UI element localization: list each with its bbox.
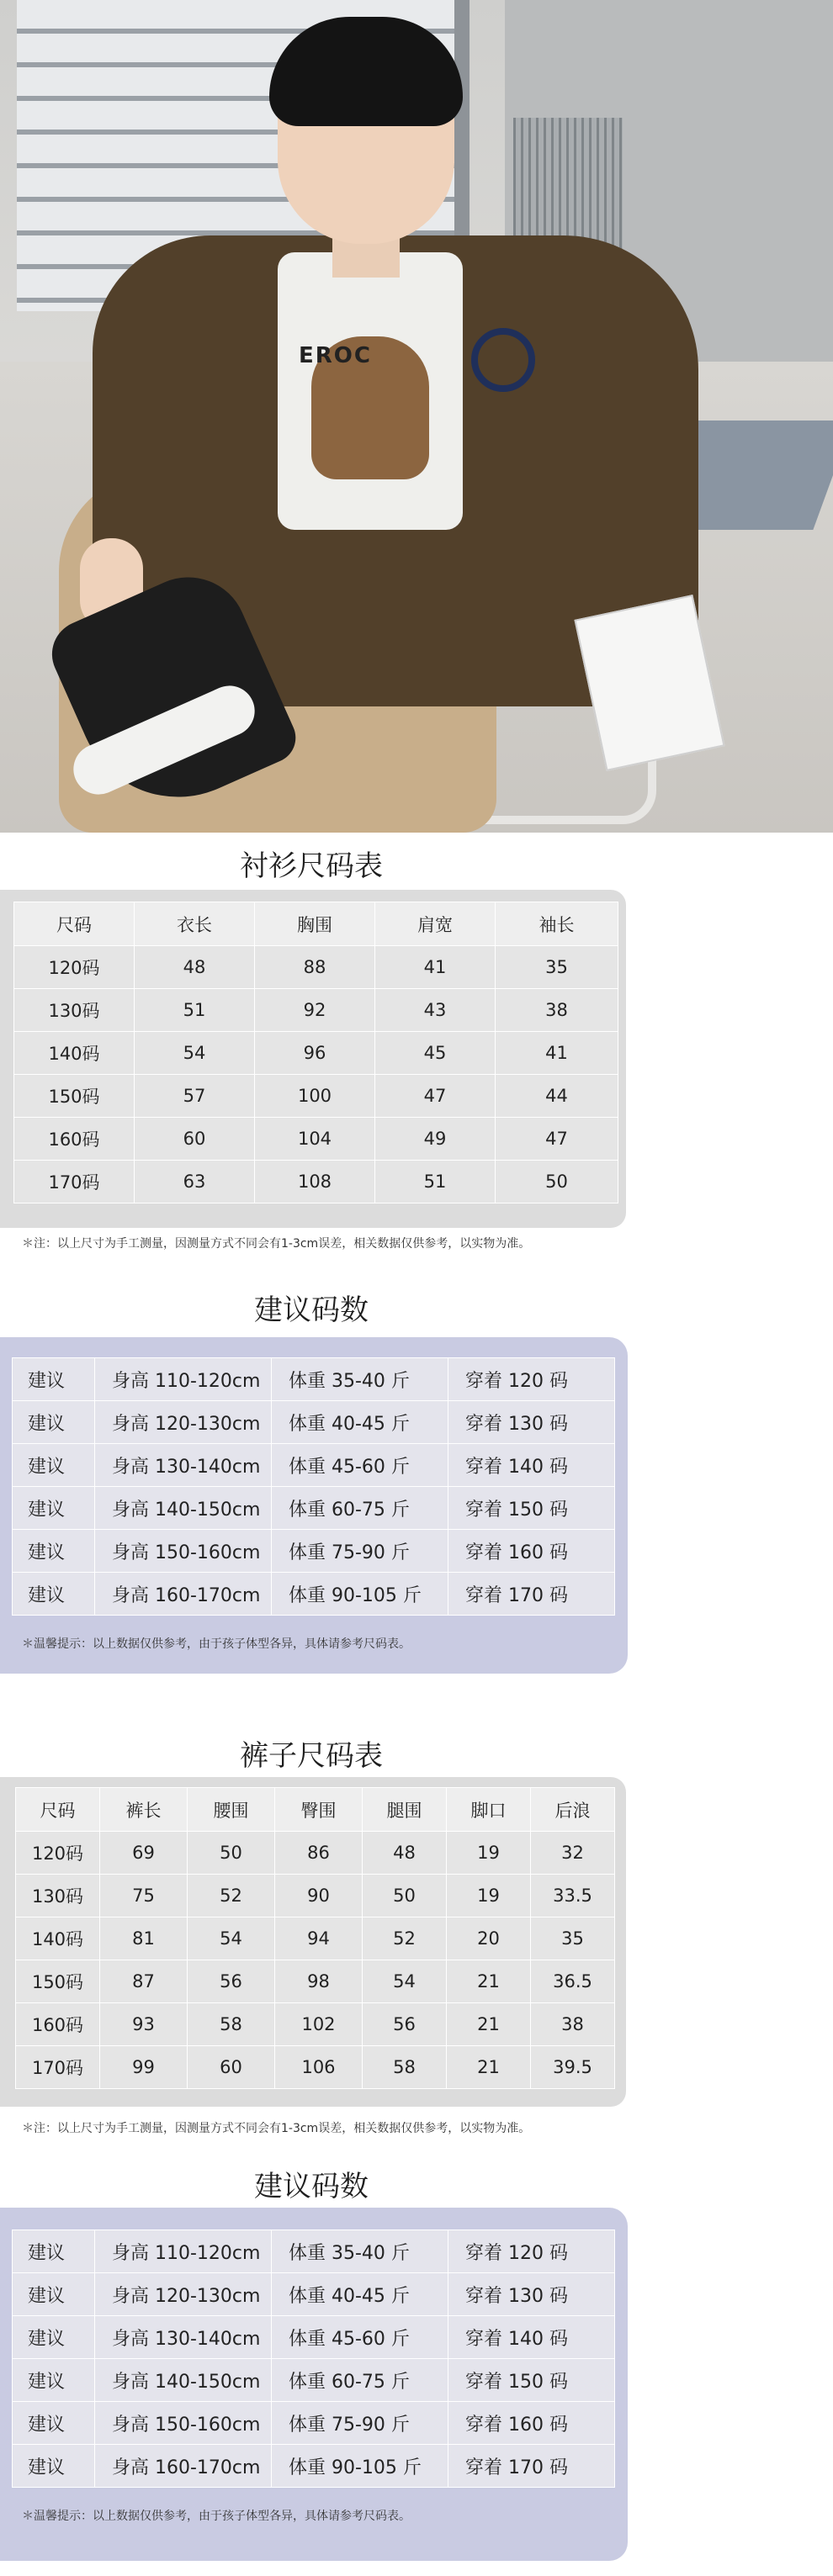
- header-cell: 脚口: [447, 1788, 531, 1832]
- value-cell: 69: [100, 1832, 188, 1875]
- table-row: [13, 2359, 615, 2402]
- table-row: [14, 946, 618, 989]
- value-cell: 56: [188, 1960, 275, 2003]
- value-cell: 86: [275, 1832, 363, 1875]
- value-cell: 51: [135, 989, 255, 1032]
- height-cell: 身高 140-150cm: [95, 2359, 272, 2402]
- weight-cell: 体重 45-60 斤: [272, 1444, 448, 1487]
- pants-chart-title: 裤子尺码表: [240, 1739, 383, 1773]
- weight-cell: 体重 40-45 斤: [272, 2273, 448, 2316]
- height-cell: 身高 120-130cm: [95, 1401, 272, 1444]
- table-row: [13, 1358, 615, 1401]
- size-cell: 穿着 150 码: [448, 1487, 615, 1530]
- height-cell: 身高 140-150cm: [95, 1487, 272, 1530]
- size-cell: 130码: [16, 1875, 100, 1917]
- value-cell: 98: [275, 1960, 363, 2003]
- weight-cell: 体重 40-45 斤: [272, 1401, 448, 1444]
- value-cell: 47: [375, 1075, 496, 1118]
- table-row: [16, 1832, 615, 1875]
- recommend-label: 建议: [13, 2445, 95, 2488]
- value-cell: 60: [188, 2046, 275, 2089]
- value-cell: 21: [447, 2046, 531, 2089]
- pants-chart-frame: [0, 1777, 626, 2107]
- size-cell: 穿着 140 码: [448, 2316, 615, 2359]
- recommend-title: 建议码数: [254, 2170, 369, 2203]
- table-row: [13, 1401, 615, 1444]
- height-cell: 身高 150-160cm: [95, 2402, 272, 2445]
- height-cell: 身高 160-170cm: [95, 2445, 272, 2488]
- recommend-title: 建议码数: [254, 1293, 369, 1327]
- table-row: [16, 1875, 615, 1917]
- header-cell: 臀围: [275, 1788, 363, 1832]
- size-cell: 130码: [14, 989, 135, 1032]
- value-cell: 38: [496, 989, 618, 1032]
- table-header-row: [14, 902, 618, 946]
- header-cell: 胸围: [255, 902, 375, 946]
- header-cell: 后浪: [531, 1788, 615, 1832]
- value-cell: 81: [100, 1917, 188, 1960]
- recommend-label: 建议: [13, 1487, 95, 1530]
- table-row: [14, 989, 618, 1032]
- size-cell: 穿着 120 码: [448, 2230, 615, 2273]
- table-row: [13, 2445, 615, 2488]
- pants-size-table: [15, 1787, 615, 2089]
- value-cell: 52: [363, 1917, 447, 1960]
- value-cell: 47: [496, 1118, 618, 1161]
- table-row: [13, 2316, 615, 2359]
- size-cell: 160码: [14, 1118, 135, 1161]
- weight-cell: 体重 60-75 斤: [272, 2359, 448, 2402]
- header-cell: 腿围: [363, 1788, 447, 1832]
- table-row: [13, 2402, 615, 2445]
- recommend-label: 建议: [13, 2273, 95, 2316]
- weight-cell: 体重 75-90 斤: [272, 2402, 448, 2445]
- value-cell: 41: [375, 946, 496, 989]
- value-cell: 48: [135, 946, 255, 989]
- value-cell: 58: [363, 2046, 447, 2089]
- shirt-chart-note: ＊注：以上尺寸为手工测量，因测量方式不同会有1-3cm误差，相关数据仅供参考，以实物为准。: [22, 1237, 531, 1251]
- header-cell: 尺码: [16, 1788, 100, 1832]
- value-cell: 48: [363, 1832, 447, 1875]
- value-cell: 44: [496, 1075, 618, 1118]
- value-cell: 92: [255, 989, 375, 1032]
- size-cell: 170码: [14, 1161, 135, 1203]
- weight-cell: 体重 90-105 斤: [272, 2445, 448, 2488]
- value-cell: 50: [496, 1161, 618, 1203]
- height-cell: 身高 160-170cm: [95, 1573, 272, 1616]
- table-row: [13, 2273, 615, 2316]
- weight-cell: 体重 35-40 斤: [272, 1358, 448, 1401]
- size-cell: 穿着 130 码: [448, 2273, 615, 2316]
- tee-print-text: EROC: [299, 343, 372, 368]
- value-cell: 38: [531, 2003, 615, 2046]
- weight-cell: 体重 35-40 斤: [272, 2230, 448, 2273]
- value-cell: 63: [135, 1161, 255, 1203]
- recommend-label: 建议: [13, 2359, 95, 2402]
- value-cell: 33.5: [531, 1875, 615, 1917]
- product-photo: [0, 0, 833, 833]
- value-cell: 41: [496, 1032, 618, 1075]
- weight-cell: 体重 90-105 斤: [272, 1573, 448, 1616]
- table-row: [16, 1960, 615, 2003]
- recommend-label: 建议: [13, 1358, 95, 1401]
- value-cell: 51: [375, 1161, 496, 1203]
- value-cell: 90: [275, 1875, 363, 1917]
- table-row: [13, 1444, 615, 1487]
- height-cell: 身高 110-120cm: [95, 2230, 272, 2273]
- value-cell: 54: [188, 1917, 275, 1960]
- header-cell: 肩宽: [375, 902, 496, 946]
- table-row: [13, 1487, 615, 1530]
- table-row: [16, 2003, 615, 2046]
- pants-chart-note: ＊注：以上尺寸为手工测量，因测量方式不同会有1-3cm误差，相关数据仅供参考，以实物为准。: [22, 2122, 531, 2135]
- weight-cell: 体重 75-90 斤: [272, 1530, 448, 1573]
- weight-cell: 体重 45-60 斤: [272, 2316, 448, 2359]
- height-cell: 身高 120-130cm: [95, 2273, 272, 2316]
- size-cell: 140码: [16, 1917, 100, 1960]
- header-cell: 裤长: [100, 1788, 188, 1832]
- value-cell: 45: [375, 1032, 496, 1075]
- recommend-label: 建议: [13, 2230, 95, 2273]
- recommend-table: [12, 1357, 615, 1616]
- header-cell: 尺码: [14, 902, 135, 946]
- value-cell: 35: [496, 946, 618, 989]
- value-cell: 36.5: [531, 1960, 615, 2003]
- height-cell: 身高 150-160cm: [95, 1530, 272, 1573]
- value-cell: 50: [363, 1875, 447, 1917]
- header-cell: 腰围: [188, 1788, 275, 1832]
- recommend-label: 建议: [13, 1530, 95, 1573]
- value-cell: 20: [447, 1917, 531, 1960]
- table-row: [13, 1530, 615, 1573]
- table-row: [14, 1161, 618, 1203]
- recommend-table: [12, 2230, 615, 2488]
- table-row: [14, 1075, 618, 1118]
- value-cell: 99: [100, 2046, 188, 2089]
- size-cell: 穿着 130 码: [448, 1401, 615, 1444]
- size-cell: 150码: [16, 1960, 100, 2003]
- value-cell: 21: [447, 1960, 531, 2003]
- value-cell: 21: [447, 2003, 531, 2046]
- recommend-label: 建议: [13, 1401, 95, 1444]
- value-cell: 32: [531, 1832, 615, 1875]
- recommend-note: ＊温馨提示：以上数据仅供参考，由于孩子体型各异，具体请参考尺码表。: [22, 2510, 411, 2523]
- value-cell: 49: [375, 1118, 496, 1161]
- shirt-chart-frame: [0, 890, 626, 1228]
- value-cell: 94: [275, 1917, 363, 1960]
- value-cell: 88: [255, 946, 375, 989]
- size-cell: 穿着 140 码: [448, 1444, 615, 1487]
- value-cell: 108: [255, 1161, 375, 1203]
- value-cell: 96: [255, 1032, 375, 1075]
- value-cell: 54: [135, 1032, 255, 1075]
- value-cell: 60: [135, 1118, 255, 1161]
- value-cell: 52: [188, 1875, 275, 1917]
- size-cell: 穿着 160 码: [448, 2402, 615, 2445]
- value-cell: 102: [275, 2003, 363, 2046]
- size-cell: 120码: [16, 1832, 100, 1875]
- value-cell: 58: [188, 2003, 275, 2046]
- value-cell: 104: [255, 1118, 375, 1161]
- value-cell: 56: [363, 2003, 447, 2046]
- recommend-label: 建议: [13, 2316, 95, 2359]
- height-cell: 身高 130-140cm: [95, 2316, 272, 2359]
- size-cell: 150码: [14, 1075, 135, 1118]
- table-row: [13, 2230, 615, 2273]
- value-cell: 50: [188, 1832, 275, 1875]
- value-cell: 93: [100, 2003, 188, 2046]
- table-row: [16, 1917, 615, 1960]
- value-cell: 54: [363, 1960, 447, 2003]
- recommend-note: ＊温馨提示：以上数据仅供参考，由于孩子体型各异，具体请参考尺码表。: [22, 1637, 411, 1651]
- recommend-label: 建议: [13, 1573, 95, 1616]
- table-row: [13, 1573, 615, 1616]
- value-cell: 57: [135, 1075, 255, 1118]
- table-header-row: [16, 1788, 615, 1832]
- size-cell: 穿着 120 码: [448, 1358, 615, 1401]
- size-cell: 穿着 170 码: [448, 2445, 615, 2488]
- shirt-chart-title: 衬衫尺码表: [240, 849, 383, 883]
- size-cell: 穿着 160 码: [448, 1530, 615, 1573]
- value-cell: 87: [100, 1960, 188, 2003]
- size-cell: 170码: [16, 2046, 100, 2089]
- value-cell: 43: [375, 989, 496, 1032]
- chest-logo: [471, 328, 535, 392]
- height-cell: 身高 110-120cm: [95, 1358, 272, 1401]
- value-cell: 106: [275, 2046, 363, 2089]
- value-cell: 39.5: [531, 2046, 615, 2089]
- size-cell: 160码: [16, 2003, 100, 2046]
- recommend-label: 建议: [13, 1444, 95, 1487]
- height-cell: 身高 130-140cm: [95, 1444, 272, 1487]
- weight-cell: 体重 60-75 斤: [272, 1487, 448, 1530]
- size-cell: 穿着 150 码: [448, 2359, 615, 2402]
- header-cell: 衣长: [135, 902, 255, 946]
- shirt-size-table: [13, 902, 618, 1203]
- value-cell: 19: [447, 1832, 531, 1875]
- header-cell: 袖长: [496, 902, 618, 946]
- recommend-frame: [0, 2208, 628, 2561]
- table-row: [16, 2046, 615, 2089]
- value-cell: 75: [100, 1875, 188, 1917]
- table-row: [14, 1032, 618, 1075]
- recommend-frame: [0, 1337, 628, 1674]
- table-row: [14, 1118, 618, 1161]
- value-cell: 19: [447, 1875, 531, 1917]
- size-cell: 穿着 170 码: [448, 1573, 615, 1616]
- size-cell: 120码: [14, 946, 135, 989]
- size-cell: 140码: [14, 1032, 135, 1075]
- value-cell: 100: [255, 1075, 375, 1118]
- recommend-label: 建议: [13, 2402, 95, 2445]
- value-cell: 35: [531, 1917, 615, 1960]
